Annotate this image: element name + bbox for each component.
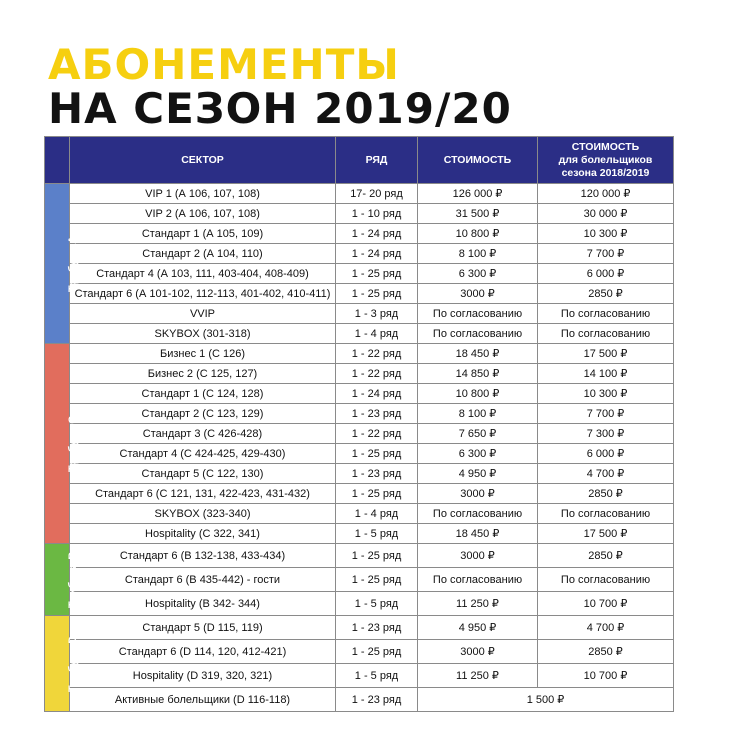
table-header-row [45, 137, 674, 184]
cell-price: 8 100 ₽ [418, 244, 538, 264]
cell-fan-price: 4 700 ₽ [538, 616, 674, 640]
header-fan-price-line-1: СТОИМОСТЬ [571, 140, 640, 153]
cell-row: 1 - 4 ряд [336, 324, 418, 344]
cell-sector: Стандарт 5 (С 122, 130) [70, 464, 336, 484]
cell-sector: Бизнес 1 (С 126) [70, 344, 336, 364]
cell-fan-price: 10 700 ₽ [538, 592, 674, 616]
cell-row: 1 - 4 ряд [336, 504, 418, 524]
group-label-d: Трибуна D [45, 616, 70, 712]
cell-sector: Hospitality (D 319, 320, 321) [70, 664, 336, 688]
cell-sector: Стандарт 2 (А 104, 110) [70, 244, 336, 264]
group-label-c: Трибуна С [45, 344, 70, 544]
table-row [45, 284, 674, 304]
table-row [45, 544, 674, 568]
cell-fan-price: По согласованию [538, 324, 674, 344]
cell-price: 10 800 ₽ [418, 384, 538, 404]
cell-fan-price: 7 300 ₽ [538, 424, 674, 444]
header-fan-price-line-2: для болельщиков [558, 153, 653, 166]
table-row [45, 444, 674, 464]
price-table [44, 136, 674, 712]
cell-price: По согласованию [418, 568, 538, 592]
cell-sector: VIP 2 (А 106, 107, 108) [70, 204, 336, 224]
cell-price: 6 300 ₽ [418, 264, 538, 284]
table-row [45, 464, 674, 484]
cell-fan-price: 17 500 ₽ [538, 524, 674, 544]
table-row [45, 616, 674, 640]
cell-sector: Hospitality (В 342- 344) [70, 592, 336, 616]
cell-sector: VIP 1 (А 106, 107, 108) [70, 184, 336, 204]
cell-row: 1 - 23 ряд [336, 404, 418, 424]
cell-sector: Стандарт 3 (С 426-428) [70, 424, 336, 444]
cell-sector: Стандарт 6 (В 435-442) - гости [70, 568, 336, 592]
cell-fan-price: 2850 ₽ [538, 640, 674, 664]
cell-sector: SKYBOX (301-318) [70, 324, 336, 344]
cell-sector: VVIP [70, 304, 336, 324]
cell-sector: Активные болельщики (D 116-118) [70, 688, 336, 712]
header-fan-price-line-3: сезона 2018/2019 [561, 166, 650, 179]
cell-sector: Стандарт 5 (D 115, 119) [70, 616, 336, 640]
cell-fan-price: По согласованию [538, 304, 674, 324]
group-label-b: Трибуна В [45, 544, 70, 616]
cell-row: 1 - 5 ряд [336, 524, 418, 544]
cell-fan-price: 7 700 ₽ [538, 244, 674, 264]
cell-row: 1 - 25 ряд [336, 284, 418, 304]
header-sector: СЕКТОР [70, 137, 336, 184]
cell-fan-price: По согласованию [538, 568, 674, 592]
title-line-2: НА СЕЗОН 2019/20 [48, 84, 512, 133]
cell-price: 11 250 ₽ [418, 664, 538, 688]
cell-price: 3000 ₽ [418, 284, 538, 304]
header-empty [45, 137, 70, 184]
cell-fan-price: 7 700 ₽ [538, 404, 674, 424]
table-row [45, 404, 674, 424]
cell-row: 1 - 24 ряд [336, 384, 418, 404]
cell-sector: Стандарт 1 (С 124, 128) [70, 384, 336, 404]
cell-sector: Стандарт 6 (А 101-102, 112-113, 401-402, 410-411) [70, 284, 336, 304]
cell-row: 1 - 25 ряд [336, 484, 418, 504]
cell-sector: SKYBOX (323-340) [70, 504, 336, 524]
cell-row: 1 - 24 ряд [336, 244, 418, 264]
cell-row: 1 - 22 ряд [336, 424, 418, 444]
table-row [45, 424, 674, 444]
table-row [45, 640, 674, 664]
table-row [45, 568, 674, 592]
cell-price: 4 950 ₽ [418, 616, 538, 640]
cell-price: 8 100 ₽ [418, 404, 538, 424]
cell-price: 18 450 ₽ [418, 344, 538, 364]
cell-row: 1 - 3 ряд [336, 304, 418, 324]
cell-row: 1 - 25 ряд [336, 568, 418, 592]
cell-fan-price: 10 300 ₽ [538, 384, 674, 404]
cell-sector: Стандарт 2 (С 123, 129) [70, 404, 336, 424]
cell-row: 1 - 5 ряд [336, 592, 418, 616]
cell-row: 1 - 25 ряд [336, 640, 418, 664]
cell-row: 1 - 22 ряд [336, 344, 418, 364]
cell-price: 18 450 ₽ [418, 524, 538, 544]
cell-row: 1 - 25 ряд [336, 444, 418, 464]
header-fan-price [538, 137, 674, 184]
cell-price: По согласованию [418, 324, 538, 344]
cell-fan-price: 10 300 ₽ [538, 224, 674, 244]
table-row [45, 664, 674, 688]
cell-merged-price: 1 500 ₽ [418, 688, 674, 712]
cell-row: 1 - 23 ряд [336, 616, 418, 640]
table-row [45, 184, 674, 204]
cell-row: 1 - 10 ряд [336, 204, 418, 224]
cell-price: 3000 ₽ [418, 640, 538, 664]
cell-price: 31 500 ₽ [418, 204, 538, 224]
cell-price: 4 950 ₽ [418, 464, 538, 484]
cell-row: 1 - 25 ряд [336, 264, 418, 284]
group-label-a: Трибуна А [45, 184, 70, 344]
cell-sector: Стандарт 6 (С 121, 131, 422-423, 431-432) [70, 484, 336, 504]
table-row [45, 524, 674, 544]
cell-row: 1 - 5 ряд [336, 664, 418, 688]
cell-fan-price: 6 000 ₽ [538, 264, 674, 284]
cell-row: 1 - 23 ряд [336, 688, 418, 712]
cell-price: 14 850 ₽ [418, 364, 538, 384]
header-price: СТОИМОСТЬ [418, 137, 538, 184]
table-row [45, 384, 674, 404]
cell-sector: Стандарт 6 (В 132-138, 433-434) [70, 544, 336, 568]
table-row [45, 224, 674, 244]
cell-row: 1 - 24 ряд [336, 224, 418, 244]
table-row [45, 364, 674, 384]
cell-sector: Стандарт 6 (D 114, 120, 412-421) [70, 640, 336, 664]
cell-price: 11 250 ₽ [418, 592, 538, 616]
cell-fan-price: 4 700 ₽ [538, 464, 674, 484]
cell-fan-price: 2850 ₽ [538, 484, 674, 504]
cell-price: 126 000 ₽ [418, 184, 538, 204]
cell-sector: Стандарт 1 (А 105, 109) [70, 224, 336, 244]
table-row [45, 304, 674, 324]
cell-row: 1 - 25 ряд [336, 544, 418, 568]
cell-fan-price: 120 000 ₽ [538, 184, 674, 204]
cell-fan-price: 6 000 ₽ [538, 444, 674, 464]
cell-fan-price: 2850 ₽ [538, 544, 674, 568]
table-row [45, 504, 674, 524]
cell-fan-price: 2850 ₽ [538, 284, 674, 304]
cell-price: 6 300 ₽ [418, 444, 538, 464]
cell-row: 1 - 23 ряд [336, 464, 418, 484]
cell-sector: Стандарт 4 (С 424-425, 429-430) [70, 444, 336, 464]
cell-sector: Бизнес 2 (С 125, 127) [70, 364, 336, 384]
cell-fan-price: 10 700 ₽ [538, 664, 674, 688]
table-row [45, 244, 674, 264]
cell-price: По согласованию [418, 504, 538, 524]
title-line-1: АБОНЕМЕНТЫ [48, 40, 400, 89]
table-row [45, 324, 674, 344]
cell-price: 7 650 ₽ [418, 424, 538, 444]
cell-fan-price: 14 100 ₽ [538, 364, 674, 384]
cell-price: По согласованию [418, 304, 538, 324]
table-row [45, 264, 674, 284]
table-row [45, 344, 674, 364]
table-row [45, 204, 674, 224]
table-row [45, 484, 674, 504]
table-row [45, 592, 674, 616]
cell-fan-price: По согласованию [538, 504, 674, 524]
cell-fan-price: 17 500 ₽ [538, 344, 674, 364]
cell-price: 3000 ₽ [418, 484, 538, 504]
cell-fan-price: 30 000 ₽ [538, 204, 674, 224]
cell-row: 1 - 22 ряд [336, 364, 418, 384]
cell-price: 3000 ₽ [418, 544, 538, 568]
table-row [45, 688, 674, 712]
cell-sector: Hospitality (С 322, 341) [70, 524, 336, 544]
cell-price: 10 800 ₽ [418, 224, 538, 244]
header-row: РЯД [336, 137, 418, 184]
cell-sector: Стандарт 4 (А 103, 111, 403-404, 408-409) [70, 264, 336, 284]
cell-row: 17- 20 ряд [336, 184, 418, 204]
